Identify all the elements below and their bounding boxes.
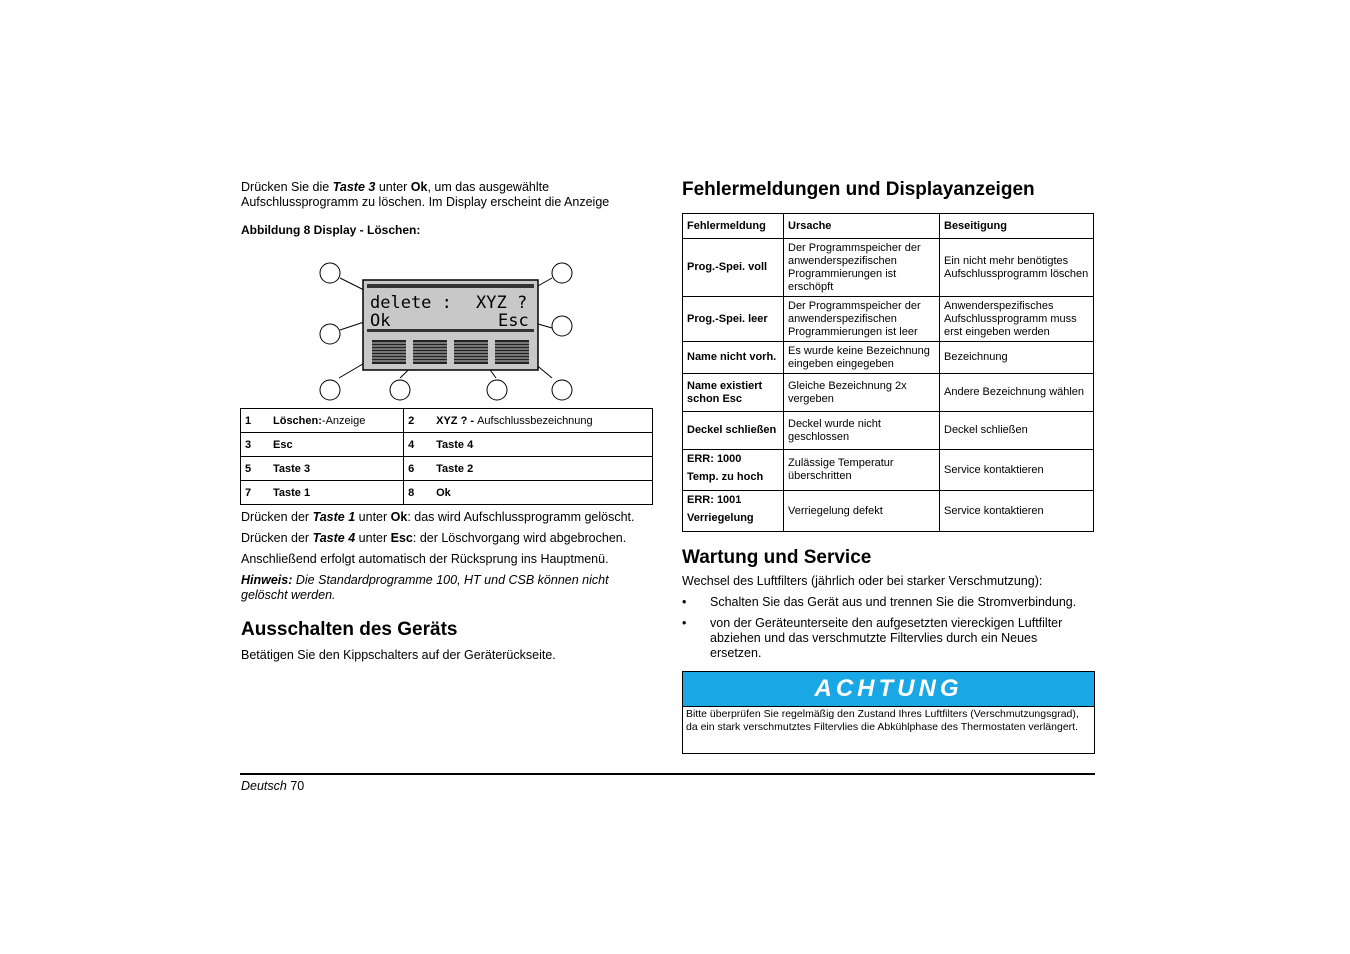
list-item: • von der Geräteunterseite den aufgesetzten viereckigen Luftfilter abziehen und das verschmutzte Filtervlies durch ein Neues ersetzen. [682,616,1063,660]
table-row: Name nicht vorh. Es wurde keine Bezeichnung eingeben eingegeben Bezeichnung [683,342,1094,374]
table-row: 5 Taste 3 6 Taste 2 [241,457,653,481]
paragraph-taste4: Drücken der Taste 4 unter Esc: der Löschvorgang wird abgebrochen. [241,531,627,545]
table-row: ERR: 1000 Temp. zu hoch Zulässige Temperatur überschritten Service kontaktieren [683,450,1094,491]
callout-2 [552,263,572,283]
list-item: • Schalten Sie das Gerät aus und trennen Sie die Stromverbindung. [682,595,1077,609]
table-header-row: Fehlermeldung Ursache Beseitigung [683,214,1094,239]
display-line2-left: Ok [370,311,391,331]
table-row: Deckel schließen Deckel wurde nicht geschlossen Deckel schließen [683,412,1094,450]
paragraph-return: Anschließend erfolgt automatisch der Rücksprung ins Hauptmenü. [241,552,609,566]
display-figure [310,258,580,404]
display-line2-right: Esc [498,311,529,331]
legend-table [240,408,653,505]
table-row: ERR: 1001 Verriegelung Verriegelung defekt Service kontaktieren [683,491,1094,532]
footer-divider [240,773,1095,775]
service-intro: Wechsel des Luftfilters (jährlich oder bei starker Verschmutzung): [682,574,1043,588]
callout-8 [552,380,572,400]
display-line1-left: delete : [370,293,452,313]
callout-5 [320,380,340,400]
paragraph-ausschalten: Betätigen Sie den Kippschalters auf der Geräterückseite. [241,648,556,662]
callout-6 [390,380,410,400]
callout-3 [320,324,340,344]
bullet-icon: • [682,616,687,630]
table-row: 3 Esc 4 Taste 4 [241,433,653,457]
achtung-notice [682,671,1095,754]
error-table [682,213,1094,532]
callout-1 [320,263,340,283]
display-line1-right: XYZ ? [476,293,528,313]
callout-7 [487,380,507,400]
callout-4 [552,316,572,336]
heading-wartung: Wartung und Service [682,547,872,568]
heading-fehlermeldungen: Fehlermeldungen und Displayanzeigen [682,179,1035,200]
page-number: 70 [290,779,305,793]
table-row: Name existiert schon Esc Gleiche Bezeichnung 2x vergeben Andere Bezeichnung wählen [683,374,1094,412]
figure-caption: Abbildung 8 Display - Löschen: [241,223,421,237]
footer-language: Deutsch [241,779,287,793]
table-row: 1 Löschen:-Anzeige 2 XYZ ? - Aufschlussbezeichnung [241,409,653,433]
achtung-title: ACHTUNG [683,672,1094,707]
heading-ausschalten: Ausschalten des Geräts [241,619,458,640]
paragraph-taste1: Drücken der Taste 1 unter Ok: das wird Aufschlussprogramm gelöscht. [241,510,635,524]
table-row: Prog.-Spei. leer Der Programmspeicher der anwenderspezifischen Programmierungen ist leer Anwenderspezifisches Aufschlussprogramm muss erst eingeben werden [683,297,1094,342]
note-paragraph: Hinweis: Die Standardprogramme 100, HT und CSB können nicht gelöscht werden. [241,573,609,602]
achtung-text: Bitte überprüfen Sie regelmäßig den Zustand Ihres Luftfilters (Verschmutzungsgrad), da ein stark verschmutztes Filtervlies die Abkühlphase des Thermostaten verlängert. [686,708,1079,733]
intro-paragraph: Drücken Sie die Taste 3 unter Ok, um das ausgewählte Aufschlussprogramm zu löschen. Im Display erscheint die Anzeige [241,180,610,209]
footer [241,779,304,794]
bullet-icon: • [682,595,687,609]
table-row: 7 Taste 1 8 Ok [241,481,653,505]
table-row: Prog.-Spei. voll Der Programmspeicher der anwenderspezifischen Programmierungen ist erschöpft Ein nicht mehr benötigtes Aufschlussprogramm löschen [683,239,1094,297]
